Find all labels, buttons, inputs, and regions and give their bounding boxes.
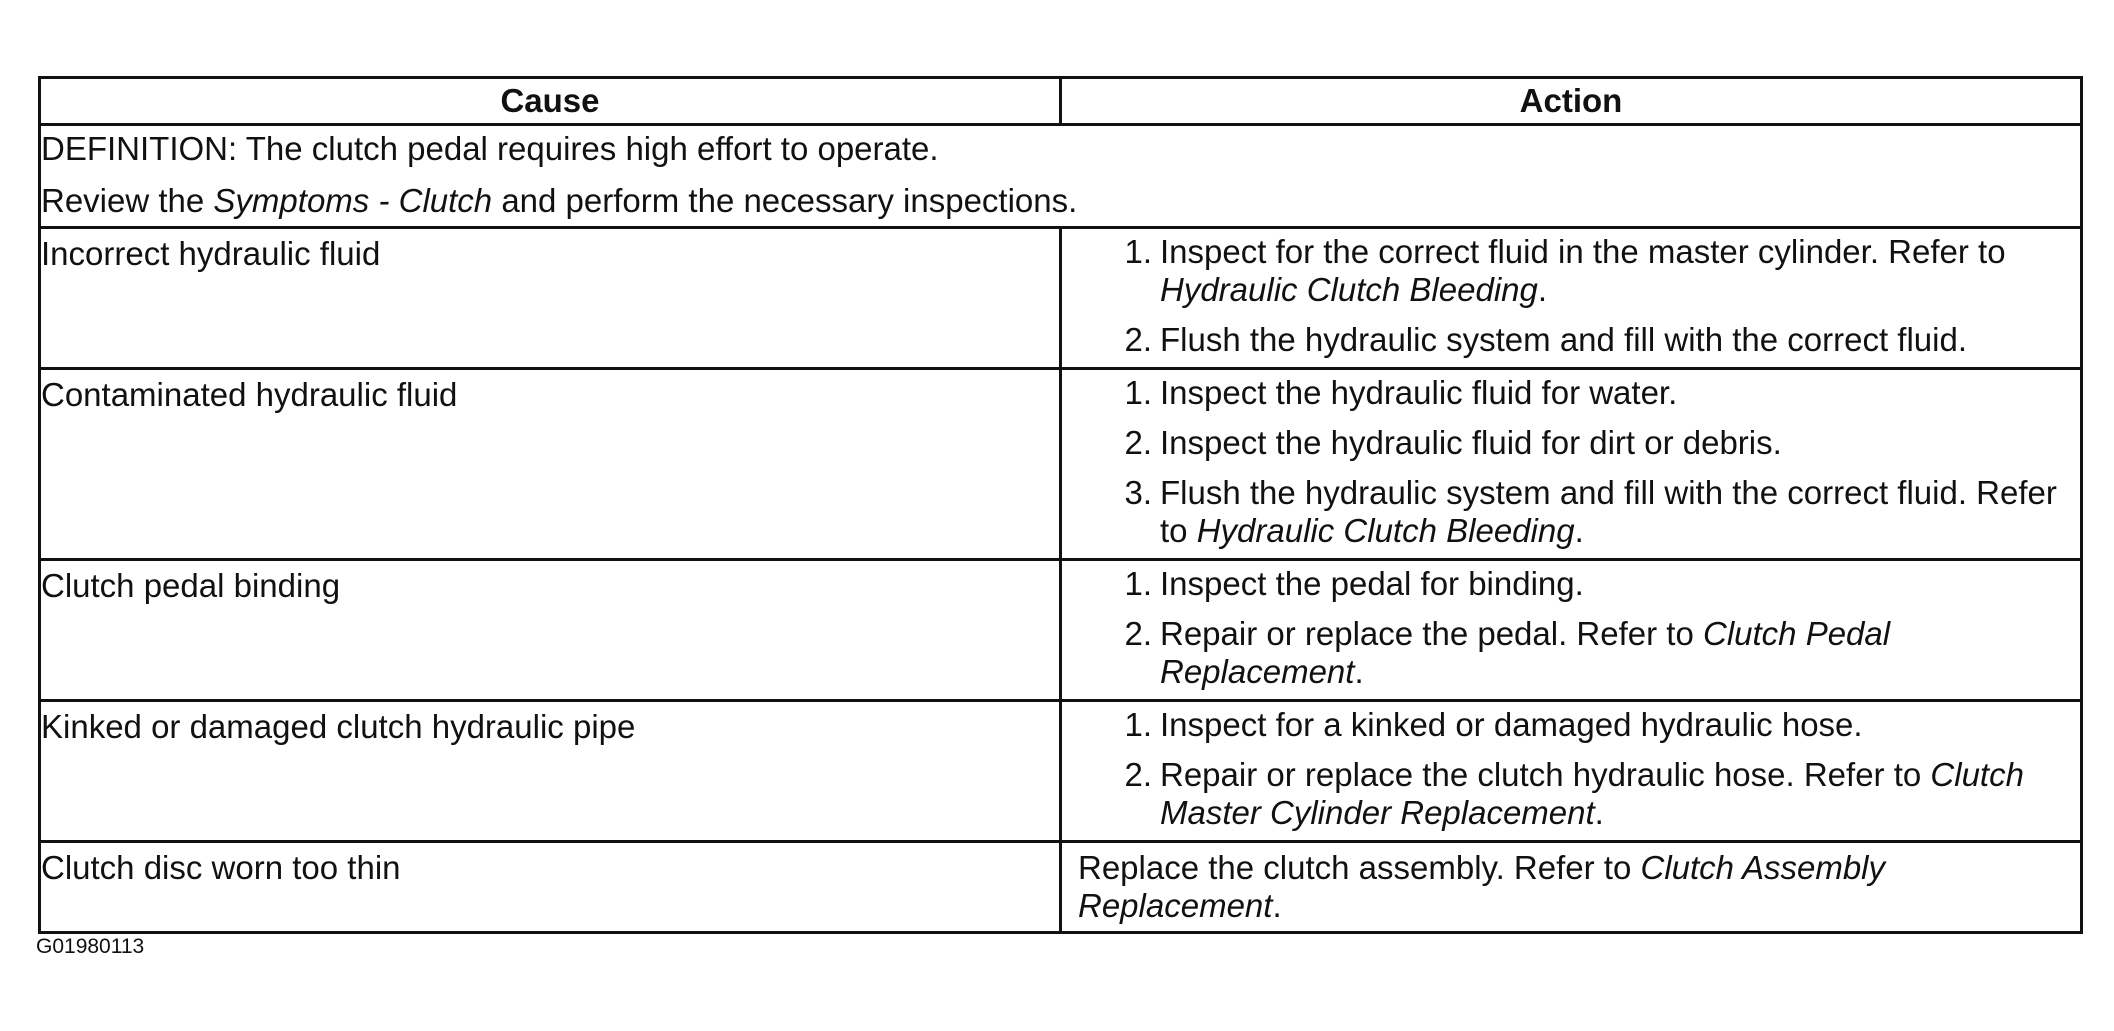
step-text: Inspect for the correct fluid in the master cylinder. Refer to: [1160, 233, 2006, 270]
table-row: [40, 701, 2082, 842]
review-instruction: [41, 174, 2080, 226]
review-text-pre: Review the: [41, 182, 214, 219]
step-number: 2.: [1124, 321, 1152, 358]
step-number: 3.: [1124, 474, 1152, 511]
step-text: Inspect the pedal for binding.: [1160, 565, 1584, 602]
action-text-pre: Replace the clutch assembly. Refer to: [1078, 849, 1641, 886]
step-text: Repair or replace the pedal. Refer to: [1160, 615, 1703, 652]
action-column-header: Action: [1061, 78, 2082, 125]
step-number: 1.: [1124, 706, 1152, 743]
cause-text: Contaminated hydraulic fluid: [41, 376, 458, 413]
cause-cell: [40, 560, 1061, 701]
step-tail: .: [1354, 653, 1364, 690]
step-reference: Hydraulic Clutch Bleeding: [1160, 271, 1538, 308]
definition-cell: [40, 125, 2082, 228]
action-step: [1112, 702, 2080, 752]
table-row: [40, 228, 2082, 369]
action-step: [1112, 470, 2080, 558]
cause-cell: [40, 842, 1061, 933]
action-reference: Clutch Assembly Replacement: [1078, 849, 1886, 924]
cause-text: Clutch pedal binding: [41, 567, 341, 604]
action-cell: [1061, 842, 2082, 933]
action-step: [1112, 752, 2080, 840]
action-cell: [1061, 560, 2082, 701]
symptoms-clutch-reference: Symptoms - Clutch: [213, 182, 493, 219]
cause-cell: [40, 701, 1061, 842]
review-text-post: and perform the necessary inspections.: [492, 182, 1078, 219]
step-tail: .: [1537, 271, 1548, 308]
step-reference: Hydraulic Clutch Bleeding: [1196, 512, 1575, 549]
cause-text: Clutch disc worn too thin: [41, 849, 401, 886]
action-cell: [1061, 701, 2082, 842]
step-text: Inspect the hydraulic fluid for water.: [1160, 374, 1678, 411]
step-text: Flush the hydraulic system and fill with the correct fluid.: [1160, 321, 1968, 358]
action-step: [1112, 229, 2080, 317]
table-row: [40, 560, 2082, 701]
step-text: Inspect for a kinked or damaged hydraulic hose.: [1160, 706, 1863, 743]
step-reference: Clutch Pedal Replacement: [1160, 615, 1891, 690]
action-step: [1112, 561, 2080, 611]
action-steps: [1062, 370, 2080, 558]
step-reference: Clutch Master Cylinder Replacement: [1160, 756, 2024, 831]
table-row: [40, 842, 2082, 933]
action-step: [1112, 420, 2080, 470]
step-number: 2.: [1124, 424, 1152, 461]
action-step: [1112, 370, 2080, 420]
header-row: [40, 78, 2082, 125]
definition-row: [40, 125, 2082, 228]
step-number: 2.: [1124, 615, 1152, 652]
step-text: Inspect the hydraulic fluid for dirt or debris.: [1160, 424, 1782, 461]
step-number: 1.: [1124, 565, 1152, 602]
step-tail: .: [1594, 794, 1604, 831]
action-step: [1112, 317, 2080, 367]
action-steps: [1062, 561, 2080, 699]
step-number: 1.: [1124, 233, 1152, 270]
action-step: [1112, 611, 2080, 699]
cause-text: Kinked or damaged clutch hydraulic pipe: [41, 708, 636, 745]
table-row: [40, 369, 2082, 560]
cause-cell: [40, 369, 1061, 560]
action-cell: [1061, 369, 2082, 560]
action-steps: [1062, 229, 2080, 367]
action-steps: [1062, 702, 2080, 840]
step-text: Flush the hydraulic system and fill with the correct fluid. Refer to: [1160, 474, 2057, 549]
step-number: 2.: [1124, 756, 1152, 793]
action-text: [1078, 843, 2080, 931]
cause-text: Incorrect hydraulic fluid: [41, 235, 381, 272]
step-text: Repair or replace the clutch hydraulic hose. Refer to: [1160, 756, 1931, 793]
figure-id: G01980113: [36, 935, 145, 958]
cause-cell: [40, 228, 1061, 369]
step-tail: .: [1574, 512, 1584, 549]
cause-column-header: Cause: [40, 78, 1061, 125]
action-tail: .: [1272, 887, 1282, 924]
definition-text: DEFINITION: The clutch pedal requires high effort to operate.: [41, 130, 939, 167]
step-number: 1.: [1124, 374, 1152, 411]
diagnostic-table: [38, 76, 2083, 934]
action-cell: [1061, 228, 2082, 369]
